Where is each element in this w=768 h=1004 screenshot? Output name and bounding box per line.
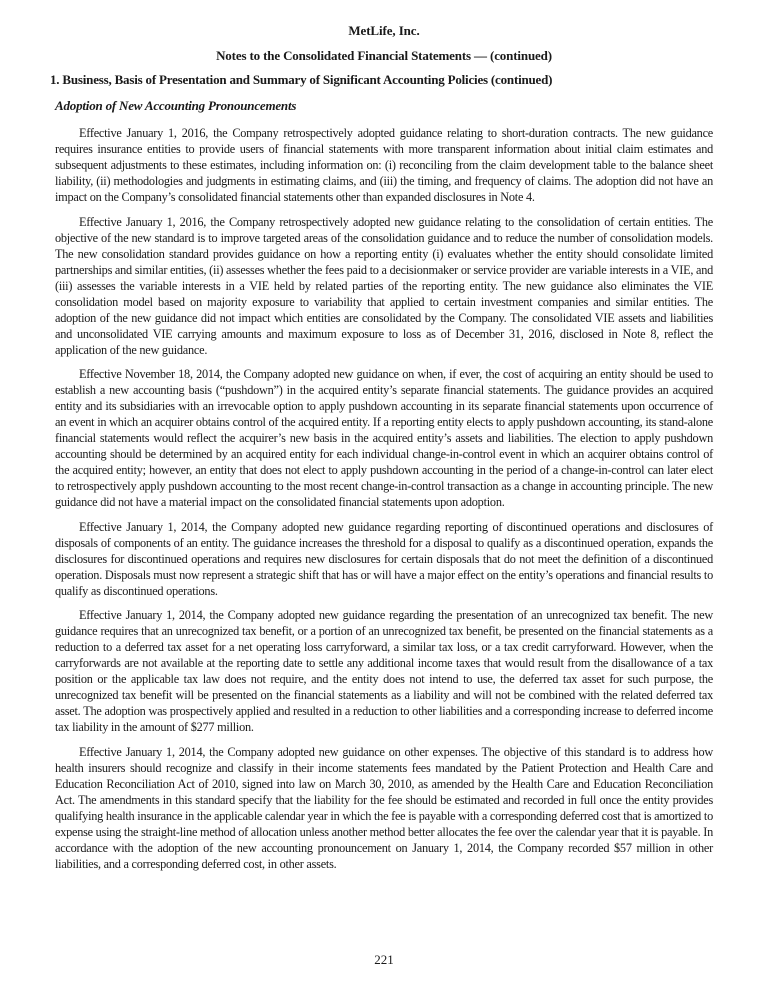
paragraph-unrecognized-tax-benefit: Effective January 1, 2014, the Company adopted new guidance regarding the presentation of an unrecognized tax benefit. The new guidance requires that an unrecognized tax benefit, or a portion of an unrecognized tax benefit, be presented on the financial statements as a reduction to a deferred tax asset for a net operating loss carryforward, a similar tax loss, or a tax credit carryforward. However, when the carryforwards are not available at the reporting date to settle any additional income taxes that would result from the disallowance of a tax position or the applicable tax law does not require, and the entity does not intend to use, the deferred tax asset for such purpose, the unrecognized tax benefit will be presented on the financial statements as a liability and will not be combined with the related deferred tax asset. The adoption was prospectively applied and resulted in a reduction to other liabilities and a corresponding increase to deferred income tax liability in the amount of $277 million.	[55, 608, 713, 734]
body-text	[55, 125, 713, 880]
notes-title: Notes to the Consolidated Financial Statements — (continued)	[216, 48, 552, 63]
subsection-title: Adoption of New Accounting Pronouncements	[55, 98, 297, 113]
section-title: 1. Business, Basis of Presentation and Summary of Significant Accounting Policies (continued)	[50, 72, 553, 87]
company-name: MetLife, Inc.	[348, 23, 420, 38]
paragraph-discontinued-operations: Effective January 1, 2014, the Company adopted new guidance regarding reporting of discontinued operations and disclosures of disposals of components of an entity. The guidance increases the threshold for a disposal to qualify as a discontinued operation, expands the disclosures for discontinued operations and requires new disclosures for certain disposals that do not meet the definition of a discontinued operation. Disposals must now represent a strategic shift that has or will have a major effect on the entity’s operations and financial results to qualify as discontinued operations.	[55, 519, 713, 598]
paragraph-other-expenses: Effective January 1, 2014, the Company adopted new guidance on other expenses. The objective of this standard is to address how health insurers should recognize and classify in their income statements fees mandated by the Patient Protection and Health Care and Education Reconciliation Act of 2010, signed into law on March 30, 2010, as amended by the Health Care and Education Reconciliation Act. The amendments in this standard specify that the liability for the fee should be estimated and recorded in full once the entity provides qualifying health insurance in the applicable calendar year in which the fee is payable with a corresponding deferred cost that is amortized to expense using the straight-line method of allocation unless another method better allocates the fee over the calendar year that it is payable. In accordance with the adoption of the new accounting pronouncement on January 1, 2014, the Company recorded $57 million in other liabilities, and a corresponding deferred cost, in other assets.	[55, 744, 713, 871]
paragraph-consolidation: Effective January 1, 2016, the Company retrospectively adopted new guidance relating to the consolidation of certain entities. The objective of the new standard is to improve targeted areas of the consolidation guidance and to reduce the number of consolidation models. The new consolidation standard provides guidance on how a reporting entity (i) evaluates whether the entity should consolidate limited partnerships and similar entities, (ii) assesses whether the fees paid to a decisionmaker or service provider are variable interests in a VIE, and (iii) assesses the variable interests in a VIE held by related parties of the reporting entity. The new guidance also eliminates the VIE consolidation model based on majority exposure to variability that applied to certain investment companies and similar entities. The adoption of the new guidance did not impact which entities are consolidated by the Company. The consolidated VIE assets and liabilities and unconsolidated VIE carrying amounts and maximum exposure to loss as of December 31, 2016, disclosed in Note 8, reflect the application of the new guidance.	[55, 214, 713, 357]
paragraph-pushdown-accounting: Effective November 18, 2014, the Company adopted new guidance on when, if ever, the cost of acquiring an entity should be used to establish a new accounting basis (“pushdown”) in the acquired entity’s separate financial statements. The guidance provides an acquired entity and its subsidiaries with an irrevocable option to apply pushdown accounting in its separate financial statements upon occurrence of an event in which an acquirer obtains control of the acquired entity. If a reporting entity elects to apply pushdown accounting, its stand-alone financial statements would reflect the acquirer’s new basis in the acquired entity’s assets and liabilities. The election to apply pushdown accounting should be determined by an acquired entity for each individual change-in-control event in which an acquirer obtains control of the acquired entity; however, an entity that does not elect to apply pushdown accounting in the period of a change-in-control can later elect to retrospectively apply pushdown accounting to the most recent change-in-control transaction as a change in accounting principle. The new guidance did not have a material impact on the consolidated financial statements upon adoption.	[55, 367, 713, 509]
paragraph-short-duration-contracts: Effective January 1, 2016, the Company retrospectively adopted guidance relating to short-duration contracts. The new guidance requires insurance entities to provide users of financial statements with more transparent information about initial claim estimates and subsequent adjustments to these estimates, including information on: (i) reconciling from the claim development table to the balance sheet liability, (ii) methodologies and judgments in estimating claims, and (iii) the timing, and frequency of claims. The adoption did not have an impact on the Company’s consolidated financial statements other than expanded disclosures in Note 4.	[55, 126, 713, 204]
page-number: 221	[374, 952, 394, 967]
